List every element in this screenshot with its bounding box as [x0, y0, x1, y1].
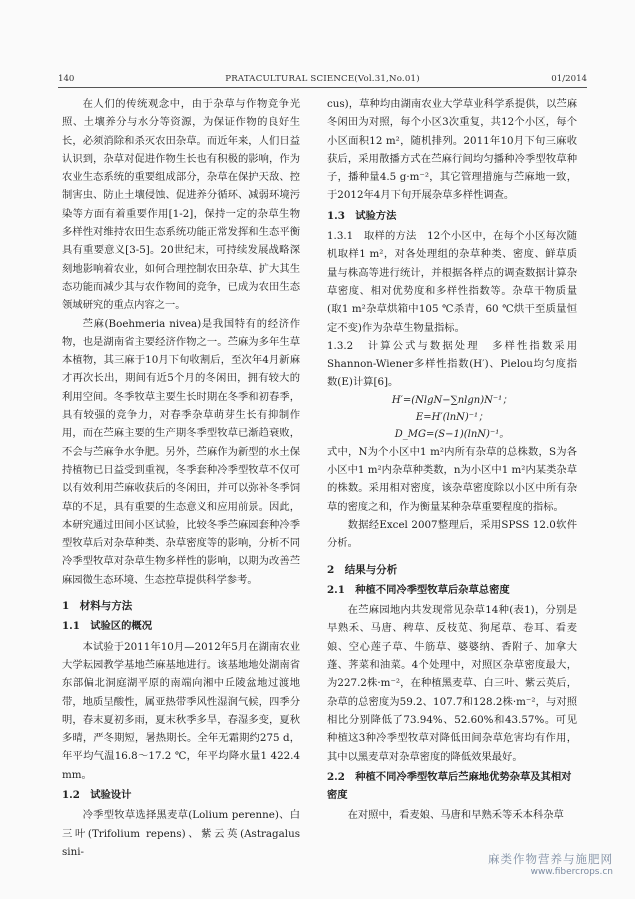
formula-pielou: E=H′(lnN)⁻¹； [415, 411, 489, 423]
section-heading-materials: 1 材料与方法 [62, 600, 133, 613]
formula-margalef: D_MG=(S−1)(lnN)⁻¹。 [394, 428, 510, 440]
subsection-heading-site: 1.1 试验区的概况 [62, 620, 152, 633]
watermark [488, 851, 613, 877]
issue-date: 01/2014 [551, 74, 587, 84]
running-header [58, 73, 587, 88]
subsection-heading-methods: 1.3 试验方法 [327, 209, 397, 222]
section-heading-results: 2 结果与分析 [327, 563, 398, 576]
page-number: 140 [58, 74, 75, 84]
subsection-heading-dominant: 2.2 种植不同冷季型牧草后苎麻地优势杂草及其相对密度 [327, 770, 572, 802]
subsection-heading-density: 2.1 种植不同冷季型牧草后杂草总密度 [327, 583, 510, 596]
site-paragraph: 本试验于2011年10月—2012年5月在湖南农业大学耘园教学基地苎麻基地进行。该基地地处湖南省东部偏北洞庭湖平原的南端向湘中丘陵盆地过渡地带，地质呈酸性，属亚热带季风性湿润气候，四季分明，春末夏初多雨，夏末秋季多旱，春湿多变，夏秋多晴，严冬期短，暑热期长。全年无霜期约275 d，年平均气温16.8～17.2 ℃，年平均降水量1 422.4 mm。 [62, 640, 300, 781]
design-paragraph-cont: cus)，草种均由湖南农业大学草业科学系提供，以苎麻冬闲田为对照，每个小区3次重复，共12个小区，每个小区面积12 m²，随机排列。2011年10月下旬三麻收获后，采用散播方式在苎麻行间均匀播种冷季型牧草种子，播种量4.5 g·m⁻²，其它管理措施与苎麻地一致，于2012年4月下旬开展杂草多样性调查。 [327, 98, 577, 202]
formula-intro-paragraph: 1.3.2 计算公式与数据处理 多样性指数采用Shannon-Wiener多样性指数(H′)、Pielou均匀度指数(E)计算[6]。 [327, 339, 577, 389]
watermark-title: 麻类作物营养与施肥网 [488, 852, 613, 866]
intro-paragraph-2: 苎麻(Boehmeria nivea)是我国特有的经济作物，也是湖南省主要经济作物之一。苎麻为多年生草本植物，其三麻于10月下旬收割后，至次年4月新麻才再次长出，期间有近5个月的冬闲田，拥有较大的利用空间。冬季牧草主要生长时期在冬季和初春季，具有较强的竞争力，对春季杂草萌芽生长有抑制作用，而在苎麻主要的生产期冬季型牧草已渐趋衰败，不会与苎麻争水争肥。另外，苎麻作为新型的水土保持植物已日益受到重视，冬季套种冷季型牧草不仅可以有效利用苎麻收获后的冬闲田，并可以弥补冬季饲草的不足，具有重要的生态意义和应用前景。因此，本研究通过田间小区试验，比较冬季苎麻园套种冷季型牧草后对杂草种类、杂草密度等的影响，分析不同冷季型牧草对杂草生物多样性的影响，以期为改善苎麻园微生态环境、生态控草提供科学参考。 [62, 317, 300, 586]
density-paragraph: 在苎麻园地内共发现常见杂草14种(表1)，分别是早熟禾、马唐、稗草、反枝苋、狗尾草、卷耳、看麦娘、空心莲子草、牛筋草、婆婆纳、香附子、加拿大蓬、荠菜和油菜。4个处理中，对照区杂草密度最大，为227.2株·m⁻²，在种植黑麦草、白三叶、紫云英后，杂草的总密度为59.2、107.7和128.2株·m⁻²，与对照相比分别降低了73.94%、52.60%和43.57%。可见种植这3种冷季型牧草对降低田间杂草危害均有作用，其中以黑麦草对杂草密度的降低效果最好。 [327, 604, 577, 763]
intro-paragraph-1: 在人们的传统观念中，由于杂草与作物竞争光照、土壤养分与水分等资源，为保证作物的良好生长，必须消除和杀灭农田杂草。而近年来，人们日益认识到，杂草对促进作物生长也有积极的影响，作为农业生态系统的重要组成部分，杂草在保护天敌、控制害虫、防止土壤侵蚀、促进养分循环、减弱环境污染等方面有着重要作用[1-2]，保持一定的杂草生物多样性对维持农田生态系统功能正常发挥和生态平衡具有重要意义[3-5]。20世纪末，可持续发展战略深刻地影响着农业，如何合理控制农田杂草、扩大其生态功能而减少其与农作物间的竞争，已成为农田生态领域研究的重点内容之一。 [62, 98, 300, 312]
watermark-url: www.fibercrops.cn [530, 867, 613, 877]
sampling-paragraph: 1.3.1 取样的方法 12个小区中，在每个小区每次随机取样1 m²，对各处理组的杂草种类、密度、鲜草质量与株高等进行统计，并根据各样点的调查数据计算杂草密度、相对优势度和多样性指数等。杂草干物质量(取1 m²杂草烘箱中105 ℃杀青，60 ℃烘干至质量恒定不变)作为杂草生物量指标。 [327, 230, 577, 334]
formula-shannon: H′=(NlgN−∑nlgn)N⁻¹； [391, 394, 513, 406]
left-column [62, 95, 300, 861]
subsection-heading-design: 1.2 试验设计 [62, 788, 132, 801]
design-paragraph: 冷季型牧草选择黑麦草(Lolium perenne)、白三叶(Trifolium repens)、紫云英(Astragalus sini- [62, 809, 300, 858]
software-paragraph: 数据经Excel 2007整理后，采用SPSS 12.0软件分析。 [327, 518, 577, 550]
formula-explanation: 式中，N为个小区中1 m²内所有杂草的总株数，S为各小区中1 m²内杂草种类数，n为小区中1 m²内某类杂草的株数。采用相对密度，该杂草密度除以小区中所有杂草的密度之和，作为衡量某种杂草重要程度的指标。 [327, 445, 577, 513]
dominant-paragraph: 在对照中，看麦娘、马唐和早熟禾等禾本科杂草 [347, 809, 564, 822]
journal-name: PRATACULTURAL SCIENCE(Vol.31,No.01) [225, 74, 420, 84]
right-column [327, 95, 577, 825]
